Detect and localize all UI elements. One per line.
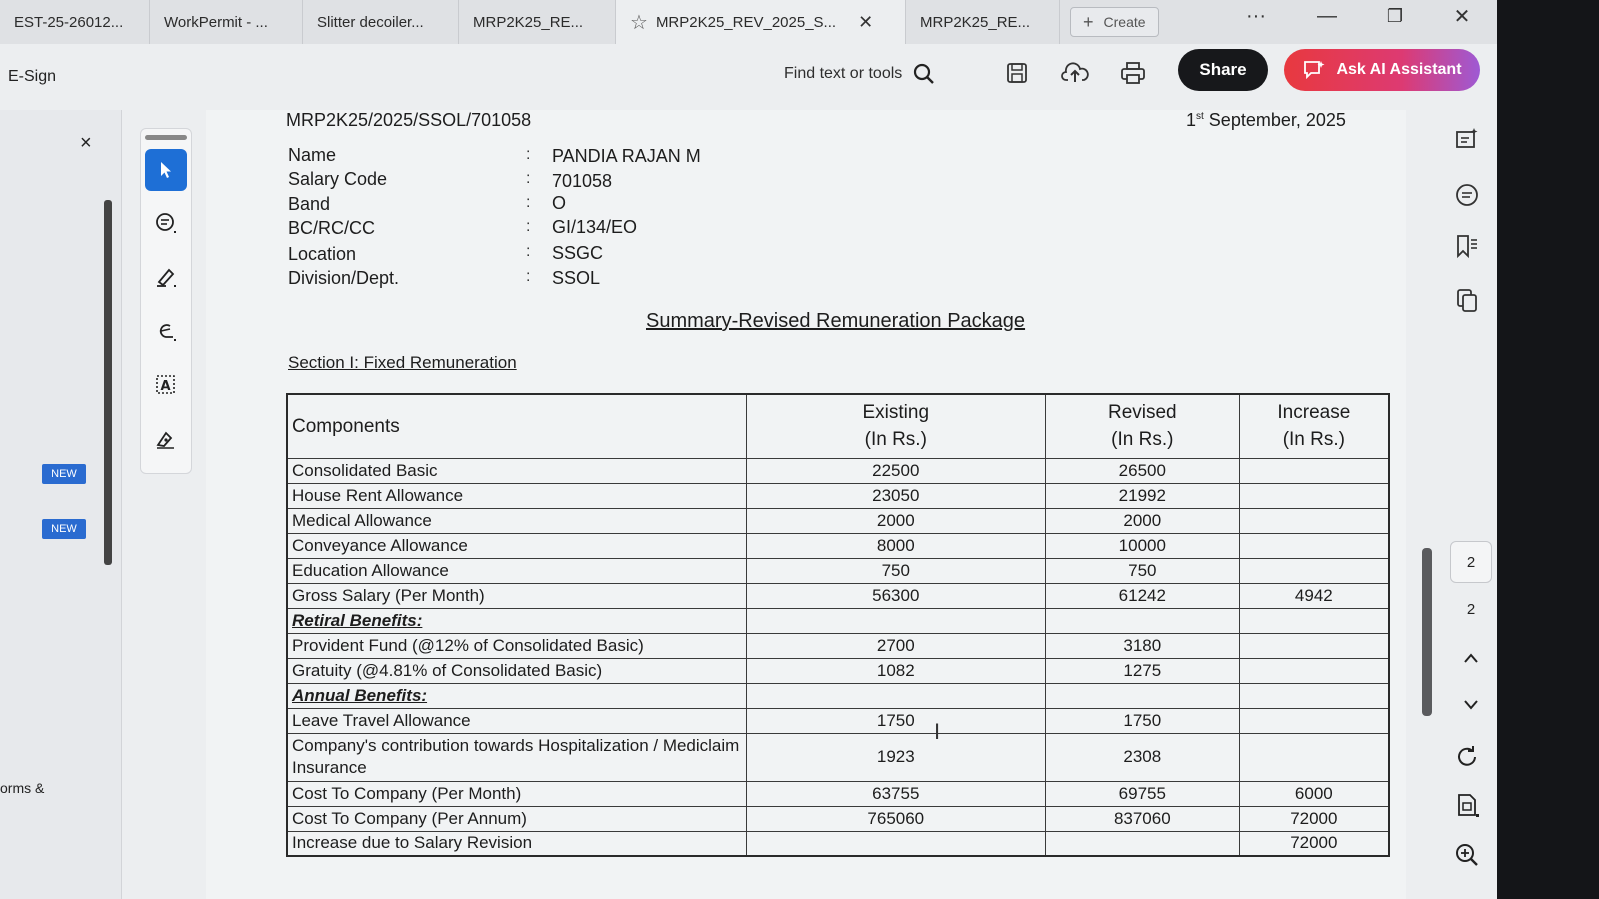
cell-revised [1045, 608, 1239, 633]
cell-increase: 72000 [1239, 806, 1389, 831]
cell-revised: 2308 [1045, 733, 1239, 781]
info-label-name: Name [288, 145, 337, 165]
info-colon: : [526, 194, 531, 211]
header-revised [1045, 394, 1239, 458]
tab-label: Slitter decoiler... [317, 13, 424, 31]
cell-increase [1239, 633, 1389, 658]
table-section-row [287, 608, 1389, 633]
header-increase [1239, 394, 1389, 458]
total-pages: 2 [1466, 600, 1476, 618]
info-value-division: SSOL [552, 268, 601, 288]
tab-label: WorkPermit - ... [164, 13, 268, 31]
cell-increase [1239, 683, 1389, 708]
cell-increase [1239, 558, 1389, 583]
document-title: Summary-Revised Remuneration Package [646, 310, 1026, 332]
tab-label: EST-25-26012... [14, 13, 124, 31]
header-existing-line2: (In Rs.) [864, 429, 927, 451]
cell-existing: 1923 [746, 733, 1045, 781]
current-page-field[interactable]: 2 [1450, 541, 1492, 583]
info-label-salary-code: Salary Code [288, 169, 388, 189]
info-label-division: Division/Dept. [288, 268, 400, 288]
cell-existing: 2700 [746, 633, 1045, 658]
cell-component: Gross Salary (Per Month) [287, 583, 746, 608]
tab-label: MRP2K25_REV_2025_S... [655, 13, 837, 31]
share-button[interactable]: Share [1178, 49, 1268, 91]
info-colon: : [526, 268, 531, 285]
table-row [287, 508, 1389, 533]
cell-increase [1239, 608, 1389, 633]
header-existing-line1: Existing [862, 402, 930, 424]
tab-mrp-1[interactable] [459, 0, 616, 44]
bookmark-icon[interactable] [1452, 231, 1482, 261]
tab-workpermit[interactable] [150, 0, 303, 44]
table-row [287, 781, 1389, 806]
table-row [287, 733, 1389, 781]
header-revised-line2: (In Rs.) [1111, 429, 1174, 451]
text-cursor-icon: I [934, 719, 941, 744]
tab-mrp-2[interactable] [906, 0, 1060, 44]
table-row [287, 658, 1389, 683]
cell-existing: 56300 [746, 583, 1045, 608]
search-icon [912, 62, 936, 86]
cloud-upload-icon[interactable] [1058, 56, 1092, 90]
reference-number: MRP2K25/2025/SSOL/701058 [286, 110, 532, 130]
info-colon: : [526, 243, 531, 260]
text-box-icon[interactable] [145, 364, 187, 406]
ask-ai-assistant-button[interactable] [1284, 49, 1480, 91]
cell-existing [746, 831, 1045, 856]
cell-increase [1239, 658, 1389, 683]
left-panel [0, 110, 122, 899]
cell-component: House Rent Allowance [287, 483, 746, 508]
page-fit-icon[interactable] [1452, 790, 1482, 820]
info-colon: : [526, 146, 531, 163]
cell-revised: 3180 [1045, 633, 1239, 658]
info-label-bc-rc-cc: BC/RC/CC [288, 218, 376, 238]
page-up-icon[interactable] [1450, 637, 1492, 679]
cell-component: Company's contribution towards Hospitalization / Mediclaim Insurance [287, 733, 746, 781]
forms-label[interactable]: orms & [0, 780, 45, 796]
cell-component: Medical Allowance [287, 508, 746, 533]
table-body [287, 458, 1389, 856]
table-section-row [287, 683, 1389, 708]
close-window-icon[interactable]: ✕ [1453, 5, 1471, 28]
cell-increase [1239, 733, 1389, 781]
cell-revised: 837060 [1045, 806, 1239, 831]
ai-label: Ask AI Assistant [1336, 61, 1462, 78]
find-label: Find text or tools [784, 65, 903, 82]
cell-component: Provident Fund (@12% of Consolidated Basic) [287, 633, 746, 658]
pdf-page [206, 110, 1406, 899]
cell-increase [1239, 458, 1389, 483]
header-increase-line1: Increase [1277, 402, 1351, 424]
table-row [287, 831, 1389, 856]
info-value-location: SSGC [552, 243, 604, 263]
table-row [287, 483, 1389, 508]
cell-increase [1239, 708, 1389, 733]
edit-pdf-icon[interactable] [1452, 124, 1482, 154]
cell-revised: 21992 [1045, 483, 1239, 508]
cell-revised: 750 [1045, 558, 1239, 583]
cell-revised [1045, 831, 1239, 856]
cell-existing: 23050 [746, 483, 1045, 508]
star-icon[interactable]: ☆ [630, 11, 648, 34]
comments-panel-icon[interactable] [1452, 180, 1482, 210]
remuneration-table [286, 393, 1390, 857]
cell-increase [1239, 483, 1389, 508]
signature-icon[interactable] [145, 418, 187, 460]
ai-assistant-icon [1302, 58, 1326, 82]
tab-label: MRP2K25_RE... [473, 13, 584, 31]
cell-existing [746, 683, 1045, 708]
cell-existing: 1750 [746, 708, 1045, 733]
header-components: Components [287, 394, 746, 458]
find-tools[interactable] [784, 62, 936, 86]
cell-existing: 765060 [746, 806, 1045, 831]
panel-scrollbar[interactable] [104, 200, 112, 565]
table-row [287, 583, 1389, 608]
section-title: Section I: Fixed Remuneration [288, 353, 517, 372]
info-value-band: O [552, 193, 567, 213]
info-value-bc-rc-cc: GI/134/EO [552, 217, 638, 237]
select-cursor-icon[interactable] [145, 149, 187, 191]
tab-est[interactable] [0, 0, 150, 44]
svg-text:A: A [160, 379, 171, 394]
cell-revised: 61242 [1045, 583, 1239, 608]
create-label: Create [1103, 14, 1146, 30]
cell-component: Increase due to Salary Revision [287, 831, 746, 856]
table-row [287, 708, 1389, 733]
zoom-in-icon[interactable] [1452, 840, 1482, 870]
info-colon: : [526, 170, 531, 187]
document-date [1186, 110, 1346, 131]
info-colon: : [526, 218, 531, 235]
cell-revised: 2000 [1045, 508, 1239, 533]
pages-icon[interactable] [1452, 285, 1482, 315]
cell-component: Conveyance Allowance [287, 533, 746, 558]
date-suffix: st [1196, 111, 1204, 122]
plus-icon: + [1083, 11, 1094, 32]
tab-bar [0, 0, 1497, 44]
document-scrollbar[interactable] [1422, 548, 1432, 716]
cell-increase: 6000 [1239, 781, 1389, 806]
cell-component: Cost To Company (Per Month) [287, 781, 746, 806]
refresh-icon[interactable] [1452, 742, 1482, 772]
info-value-name: PANDIA RAJAN M [552, 146, 701, 166]
comment-icon[interactable] [145, 202, 187, 244]
minimize-icon[interactable]: — [1317, 4, 1337, 27]
info-value-salary-code: 701058 [552, 171, 613, 191]
cell-increase [1239, 508, 1389, 533]
more-options-icon[interactable]: ··· [1246, 4, 1266, 27]
save-icon[interactable] [1000, 56, 1034, 90]
cell-revised: 26500 [1045, 458, 1239, 483]
cell-increase: 4942 [1239, 583, 1389, 608]
cell-existing: 1082 [746, 658, 1045, 683]
cell-component: Cost To Company (Per Annum) [287, 806, 746, 831]
cell-increase [1239, 533, 1389, 558]
close-panel-icon[interactable]: × [80, 132, 92, 154]
cell-revised [1045, 683, 1239, 708]
draw-icon[interactable] [145, 310, 187, 352]
table-row [287, 533, 1389, 558]
cell-component: Consolidated Basic [287, 458, 746, 483]
cell-existing: 8000 [746, 533, 1045, 558]
cell-revised: 10000 [1045, 533, 1239, 558]
info-label-location: Location [288, 244, 357, 264]
header-revised-line1: Revised [1107, 402, 1177, 424]
cell-increase: 72000 [1239, 831, 1389, 856]
create-button[interactable] [1070, 7, 1159, 37]
cell-revised: 69755 [1045, 781, 1239, 806]
info-label-band: Band [288, 194, 331, 214]
close-tab-icon[interactable]: ✕ [858, 11, 874, 32]
highlight-pen-icon[interactable] [145, 256, 187, 298]
cell-existing: 63755 [746, 781, 1045, 806]
table-row [287, 558, 1389, 583]
new-badge: NEW [42, 519, 86, 539]
date-rest: September, 2025 [1203, 110, 1346, 130]
table-header-row [287, 394, 1389, 458]
cell-component: Leave Travel Allowance [287, 708, 746, 733]
page-down-icon[interactable] [1450, 684, 1492, 726]
cell-existing: 750 [746, 558, 1045, 583]
cell-revised: 1750 [1045, 708, 1239, 733]
date-day: 1 [1186, 110, 1197, 130]
cell-component: Gratuity (@4.81% of Consolidated Basic) [287, 658, 746, 683]
tab-mrp-active[interactable] [616, 0, 906, 44]
cell-existing: 22500 [746, 458, 1045, 483]
top-toolbar [0, 44, 1497, 110]
new-badge: NEW [42, 464, 86, 484]
print-icon[interactable] [1116, 56, 1150, 90]
cell-component: Education Allowance [287, 558, 746, 583]
table-row [287, 633, 1389, 658]
tab-slitter[interactable] [303, 0, 459, 44]
header-existing [746, 394, 1045, 458]
background-edge [1497, 0, 1599, 899]
table-row [287, 806, 1389, 831]
table-row [287, 458, 1389, 483]
esign-label[interactable]: E-Sign [8, 68, 57, 85]
cell-revised: 1275 [1045, 658, 1239, 683]
cell-existing: 2000 [746, 508, 1045, 533]
drag-handle[interactable] [145, 135, 187, 140]
tab-label: MRP2K25_RE... [920, 13, 1031, 31]
cell-existing [746, 608, 1045, 633]
cell-component: Annual Benefits: [287, 683, 746, 708]
restore-icon[interactable]: ❐ [1386, 5, 1404, 26]
header-increase-line2: (In Rs.) [1282, 429, 1345, 451]
annotation-tools [140, 128, 192, 474]
cell-component: Retiral Benefits: [287, 608, 746, 633]
